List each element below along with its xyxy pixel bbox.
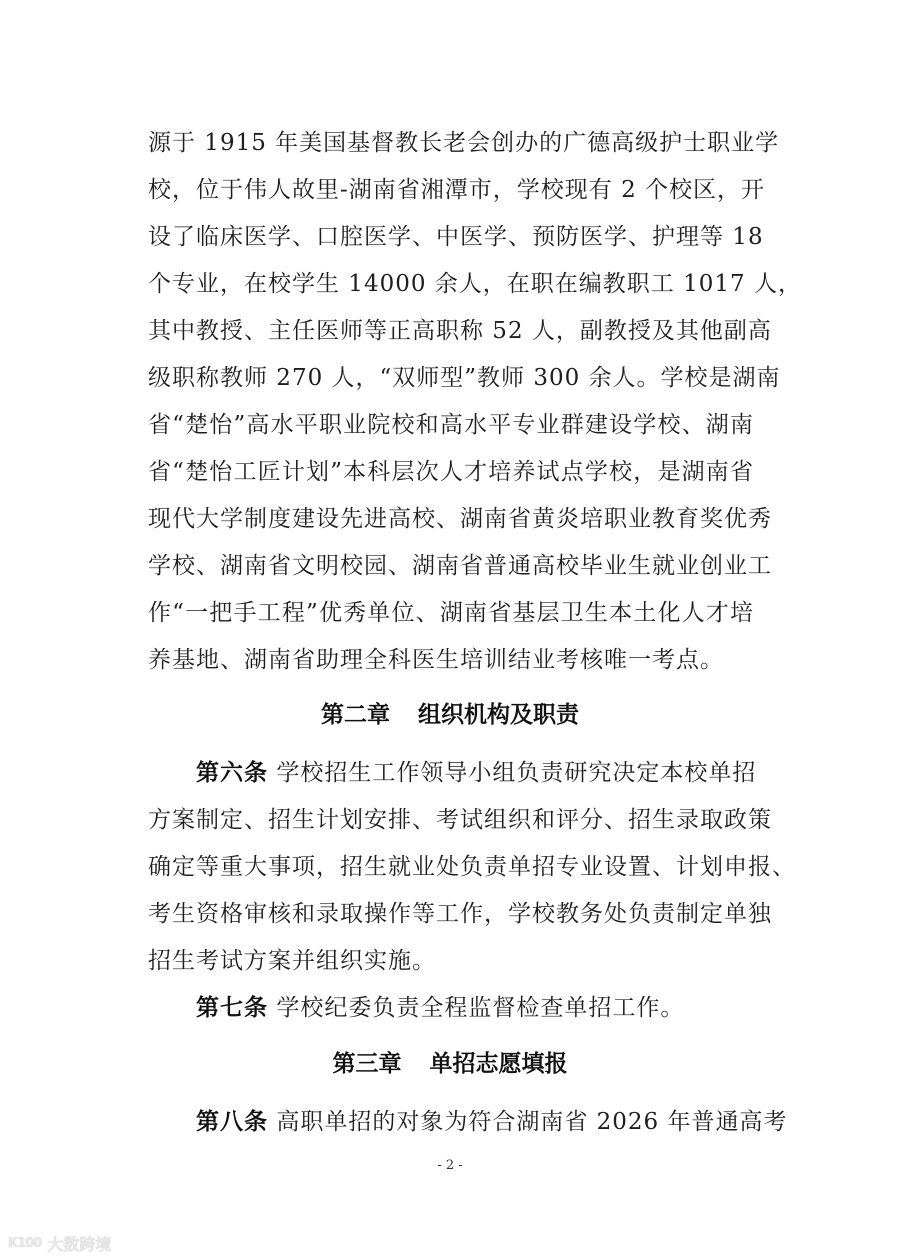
article-first-line <box>196 1107 788 1137</box>
article-label: 第七条 <box>196 995 268 1021</box>
paragraph-line: 方案制定、招生计划安排、考试组织和评分、招生录取政策 <box>148 807 772 833</box>
watermark-text: 大数跨境 <box>47 1235 112 1254</box>
chapter-number: 第二章 <box>321 702 390 728</box>
watermark <box>8 1232 111 1255</box>
article-line <box>196 993 754 1023</box>
article-label: 第六条 <box>196 760 268 786</box>
page-number: - 2 - <box>437 1158 463 1173</box>
article-text: 学校招生工作领导小组负责研究决定本校单招 <box>276 760 757 786</box>
paragraph-line: 校，位于伟人故里-湖南省湘潭市，学校现有 2 个校区，开 <box>148 177 766 203</box>
paragraph-line: 源于 1915 年美国基督教长老会创办的广德高级护士职业学 <box>148 130 780 156</box>
chapter-title: 组织机构及职责 <box>418 702 579 728</box>
article-label: 第八条 <box>196 1109 268 1135</box>
chapter-number: 第三章 <box>332 1051 402 1077</box>
paragraph-line: 其中教授、主任医师等正高职称 52 人，副教授及其他副高 <box>148 318 772 344</box>
chapter-title: 单招志愿填报 <box>429 1051 568 1077</box>
paragraph-line: 设了临床医学、口腔医学、中医学、预防医学、护理等 18 <box>148 224 764 250</box>
paragraph-line: 养基地、湖南省助理全科医生培训结业考核唯一考点。 <box>148 647 724 673</box>
chapter-heading <box>0 700 900 730</box>
paragraph-line: 省“楚怡”高水平职业院校和高水平专业群建设学校、湖南 <box>148 412 754 438</box>
paragraph-line: 学校、湖南省文明校园、湖南省普通高校毕业生就业创业工 <box>148 553 772 579</box>
paragraph-line: 现代大学制度建设先进高校、湖南省黄炎培职业教育奖优秀 <box>148 506 772 532</box>
article-first-line <box>196 758 757 788</box>
paragraph-line: 作“一把手工程”优秀单位、湖南省基层卫生本土化人才培 <box>148 600 754 626</box>
chapter-heading <box>0 1049 900 1079</box>
article-text: 学校纪委负责全程监督检查单招工作。 <box>276 995 685 1021</box>
paragraph-line: 级职称教师 270 人，“双师型”教师 300 余人。学校是湖南 <box>148 365 781 391</box>
paragraph-line: 省“楚怡工匠计划”本科层次人才培养试点学校，是湖南省 <box>148 459 754 485</box>
watermark-logo-icon: K100 <box>8 1236 42 1251</box>
paragraph-line: 考生资格审核和录取操作等工作，学校教务处负责制定单独 <box>148 901 772 927</box>
paragraph-line: 确定等重大事项，招生就业处负责单招专业设置、计划申报、 <box>148 854 796 880</box>
paragraph-line: 个专业，在校学生 14000 余人，在职在编教职工 1017 人， <box>148 271 802 297</box>
article-text: 高职单招的对象为符合湖南省 2026 年普通高考 <box>276 1109 788 1135</box>
paragraph-line: 招生考试方案并组织实施。 <box>148 948 436 974</box>
